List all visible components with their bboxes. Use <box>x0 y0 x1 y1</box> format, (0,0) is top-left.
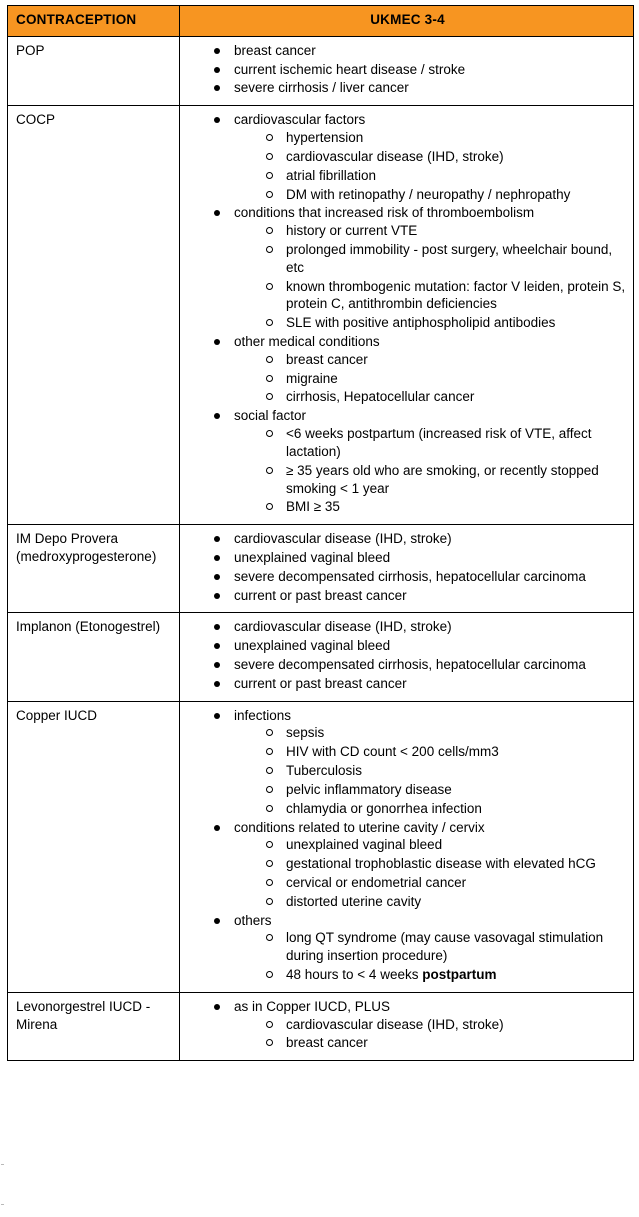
contraception-name: Levonorgestrel IUCD - Mirena <box>8 992 180 1060</box>
list-item <box>212 111 627 203</box>
list-item <box>212 675 627 693</box>
sub-list-item <box>264 929 627 965</box>
sub-list-item-label: pelvic inflammatory disease <box>286 781 452 797</box>
sub-list-item <box>264 781 627 799</box>
table-header-row <box>8 6 634 37</box>
sub-list-item-label: long QT syndrome (may cause vasovagal stimulation during insertion procedure) <box>286 930 604 964</box>
sub-list-item <box>264 167 627 185</box>
table-row <box>8 701 634 992</box>
list-item-label: breast cancer <box>234 42 316 58</box>
list-item <box>212 61 627 79</box>
list-item <box>212 998 627 1052</box>
column-header-ukmec: UKMEC 3-4 <box>180 6 634 37</box>
list-item-label: conditions related to uterine cavity / cervix <box>234 819 485 835</box>
criteria-list <box>188 111 627 516</box>
ukmec-criteria-cell <box>180 613 634 701</box>
sub-list-item <box>264 743 627 761</box>
sub-list-item <box>264 966 627 984</box>
list-item <box>212 79 627 97</box>
list-item-label: social factor <box>234 408 307 424</box>
list-item-label: other medical conditions <box>234 334 380 349</box>
emphasized-text: postpartum <box>422 967 497 982</box>
list-item <box>212 912 627 984</box>
sub-list-item <box>264 425 627 461</box>
sub-list-item-label: 48 hours to < 4 weeks <box>286 967 423 982</box>
sub-list-item <box>264 855 627 873</box>
list-item <box>212 42 627 60</box>
sub-list-item-label: cervical or endometrial cancer <box>286 874 467 890</box>
sub-list-item-label: ≥ 35 years old who are smoking, or recently stopped smoking < 1 year <box>286 462 599 496</box>
sub-list-item-label: atrial fibrillation <box>286 167 377 183</box>
contraception-name: POP <box>8 36 180 105</box>
criteria-sublist <box>234 836 627 910</box>
ukmec-criteria-cell <box>180 106 634 525</box>
list-item-label: infections <box>234 707 292 723</box>
list-item <box>212 656 627 674</box>
sub-list-item-label: known thrombogenic mutation: factor V leiden, protein S, protein C, antithrombin deficiencies <box>286 278 626 312</box>
list-item-label: severe decompensated cirrhosis, hepatocellular carcinoma <box>234 568 586 584</box>
list-item-label: cardiovascular disease (IHD, stroke) <box>234 531 452 547</box>
list-item <box>212 819 627 911</box>
sub-list-item-label: history or current VTE <box>286 223 418 239</box>
sub-list-item-label: breast cancer <box>286 1035 368 1051</box>
ukmec-criteria-cell <box>180 525 634 613</box>
sub-list-item <box>264 388 627 406</box>
list-item-label: current or past breast cancer <box>234 675 407 691</box>
scan-artifact <box>1 1164 4 1165</box>
contraception-name: IM Depo Provera (medroxyprogesterone) <box>8 525 180 613</box>
sub-list-item-label: cardiovascular disease (IHD, stroke) <box>286 148 504 164</box>
criteria-sublist <box>234 425 627 516</box>
sub-list-item <box>264 148 627 166</box>
criteria-sublist <box>234 1016 627 1053</box>
table-row <box>8 36 634 105</box>
criteria-sublist <box>234 129 627 203</box>
list-item <box>212 568 627 586</box>
list-item <box>212 618 627 636</box>
list-item <box>212 587 627 605</box>
sub-list-item-label: distorted uterine cavity <box>286 893 422 909</box>
contraception-name: Copper IUCD <box>8 701 180 992</box>
ukmec-contraception-table <box>7 5 634 1061</box>
sub-list-item <box>264 370 627 388</box>
sub-list-item <box>264 724 627 742</box>
criteria-list <box>188 42 627 97</box>
sub-list-item <box>264 462 627 498</box>
sub-list-item <box>264 314 627 332</box>
list-item-label: unexplained vaginal bleed <box>234 549 391 565</box>
ukmec-criteria-cell <box>180 992 634 1060</box>
sub-list-item <box>264 241 627 277</box>
sub-list-item <box>264 1016 627 1034</box>
sub-list-item <box>264 186 627 204</box>
list-item-label: cardiovascular disease (IHD, stroke) <box>234 619 452 635</box>
sub-list-item-label: unexplained vaginal bleed <box>286 837 443 853</box>
sub-list-item <box>264 498 627 516</box>
list-item-label: conditions that increased risk of thromboembolism <box>234 205 535 221</box>
criteria-list <box>188 530 627 604</box>
table-row <box>8 613 634 701</box>
sub-list-item-label: <6 weeks postpartum (increased risk of VTE, affect lactation) <box>286 426 592 459</box>
sub-list-item <box>264 836 627 854</box>
sub-list-item-label: sepsis <box>286 725 325 741</box>
list-item <box>212 707 627 818</box>
criteria-sublist <box>234 351 627 406</box>
sub-list-item <box>264 893 627 911</box>
criteria-sublist <box>234 724 627 817</box>
sub-list-item <box>264 222 627 240</box>
scan-artifact <box>1 1204 4 1205</box>
ukmec-criteria-cell <box>180 701 634 992</box>
sub-list-item-label: SLE with positive antiphospholipid antibodies <box>286 315 556 331</box>
list-item-label: as in Copper IUCD, PLUS <box>234 998 391 1014</box>
table-header <box>8 6 634 37</box>
sub-list-item-label: hypertension <box>286 130 364 146</box>
list-item-label: severe cirrhosis / liver cancer <box>234 80 409 96</box>
criteria-list <box>188 618 627 692</box>
list-item <box>212 637 627 655</box>
sub-list-item-label: HIV with CD count < 200 cells/mm3 <box>286 744 499 760</box>
list-item <box>212 530 627 548</box>
table-body <box>8 36 634 1060</box>
sub-list-item-label: DM with retinopathy / neuropathy / nephropathy <box>286 186 571 202</box>
list-item <box>212 549 627 567</box>
list-item <box>212 204 627 332</box>
list-item-label: current or past breast cancer <box>234 587 407 603</box>
criteria-list <box>188 998 627 1052</box>
list-item-label: current ischemic heart disease / stroke <box>234 61 466 77</box>
contraception-name: COCP <box>8 106 180 525</box>
sub-list-item <box>264 1034 627 1052</box>
criteria-list <box>188 707 627 984</box>
sub-list-item-label: prolonged immobility - post surgery, wheelchair bound, etc <box>286 241 613 275</box>
list-item-label: unexplained vaginal bleed <box>234 638 391 654</box>
sub-list-item <box>264 762 627 780</box>
sub-list-item-label: breast cancer <box>286 351 368 367</box>
sub-list-item <box>264 351 627 369</box>
sub-list-item <box>264 800 627 818</box>
table-row <box>8 992 634 1060</box>
list-item <box>212 333 627 406</box>
ukmec-criteria-cell <box>180 36 634 105</box>
sub-list-item-label: gestational trophoblastic disease with elevated hCG <box>286 856 596 872</box>
list-item-label: others <box>234 912 272 928</box>
list-item-label: severe decompensated cirrhosis, hepatocellular carcinoma <box>234 657 586 672</box>
sub-list-item-label: BMI ≥ 35 <box>286 499 340 515</box>
sub-list-item <box>264 278 627 314</box>
sub-list-item-label: chlamydia or gonorrhea infection <box>286 800 482 816</box>
criteria-sublist <box>234 929 627 983</box>
table-row <box>8 525 634 613</box>
sub-list-item <box>264 874 627 892</box>
sub-list-item <box>264 129 627 147</box>
contraception-name: Implanon (Etonogestrel) <box>8 613 180 701</box>
list-item <box>212 407 627 516</box>
sub-list-item-label: Tuberculosis <box>286 763 363 779</box>
sub-list-item-label: cardiovascular disease (IHD, stroke) <box>286 1016 504 1032</box>
criteria-sublist <box>234 222 627 332</box>
table-row <box>8 106 634 525</box>
list-item-label: cardiovascular factors <box>234 112 366 128</box>
sub-list-item-label: migraine <box>286 370 338 386</box>
sub-list-item-label: cirrhosis, Hepatocellular cancer <box>286 389 475 405</box>
column-header-contraception: CONTRACEPTION <box>8 6 180 37</box>
